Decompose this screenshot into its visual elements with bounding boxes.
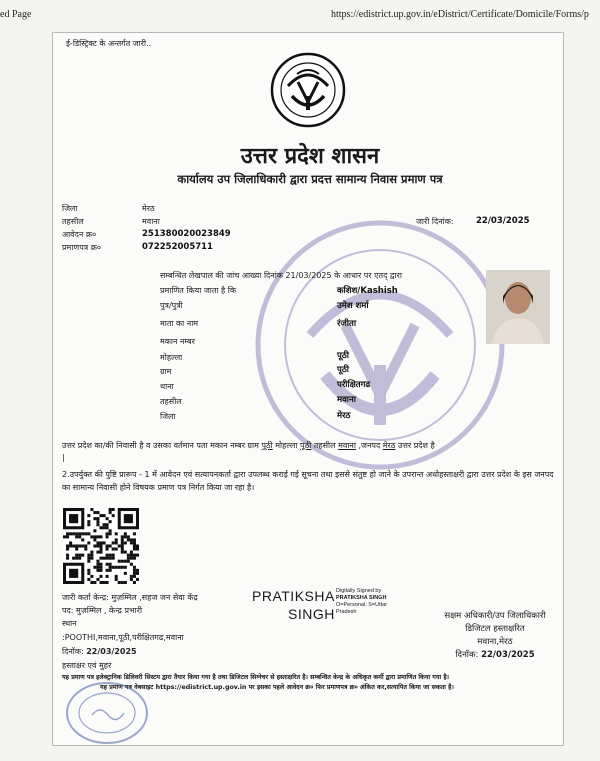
confirmation-paragraph: 2.उपर्युक्त की पुष्टि प्रारूप - 1 में आवेदन एवं सत्यापनकर्ता द्वारा उपलब्ध कराई गई सूचना तथा इससे संतुष्ट हो जाने के उपरान्त अधोहस्ताक्षरी द्वारा उत्तर प्रदेश के इस जनपद का सामान्य निवासी होने विषयक प्रमाण पत्र निर्गत किया जा रहा है।: [62, 470, 554, 492]
detail-value: मेरठ: [337, 411, 351, 421]
watermark-emblem-icon: [250, 215, 510, 475]
detail-label: माता का नाम: [160, 319, 199, 328]
signer-name-line1: PRATIKSHA: [252, 588, 335, 604]
tehsil-value: मवाना: [142, 217, 160, 226]
detail-label: थाना: [160, 382, 174, 391]
issuer-place: :POOTHI,मवाना,पूठी,परीक्षितगढ,मवाना: [62, 633, 184, 642]
tehsil-label: तहसील: [62, 217, 84, 226]
issuer-place-label: स्थान: [62, 619, 77, 628]
certificate-number-label: प्रमाणपत्र क्र०: [62, 243, 101, 252]
detail-label: जिला: [160, 412, 176, 421]
certificate-number: 072252005711: [142, 242, 213, 252]
residence-tehsil: मवाना: [338, 441, 356, 450]
authority-digital: डिजिटल हस्ताक्षरित: [465, 624, 525, 634]
detail-value: परीक्षितगढ: [337, 380, 371, 390]
detail-value: कशिश/Kashish: [337, 286, 398, 296]
detail-label: मोहल्ला: [160, 353, 183, 362]
up-emblem-icon: [270, 52, 346, 128]
authority-title: सक्षम अधिकारी/उप जिलाधिकारी: [444, 611, 546, 621]
detail-label: मकान नम्बर: [160, 337, 195, 346]
residence-mohalla: पूठी: [300, 441, 312, 450]
certificate-title: उत्तर प्रदेश शासन: [240, 144, 380, 169]
verification-qr-code[interactable]: [63, 508, 139, 584]
authority-date: दिनॉक: 22/03/2025: [455, 650, 535, 660]
residence-paragraph: उत्तर प्रदेश का/की निवासी है व उसका वर्तमान पता मकान नम्बर ग्राम पूठी मोहल्ला पूठी तहसील मवाना ,जनपद मेरठ उत्तर प्रदेश है |: [62, 441, 435, 462]
digital-signature-details: Digitally Signed by PRATIKSHA SINGH O=Personal, S=Uttar Pradesh: [336, 588, 388, 615]
detail-label: पुत्र/पुत्री: [160, 301, 183, 310]
detail-label: प्रमाणित किया जाता है कि: [160, 286, 237, 295]
top-note: ई-डिस्ट्रिक्ट के अन्तर्गत जारी..: [66, 39, 152, 48]
authority-location: मवाना,मेरठ: [477, 637, 513, 647]
application-number: 251380020023849: [142, 229, 231, 239]
footer-note-2: यह प्रमाण पत्र वेबसाइट https://edistrict.up.gov.in पर इसका पहले आवेदन क्र० फिर प्रमाणपत्र क्र० अंकित कर,सत्यापित किया जा सकता है।: [100, 684, 454, 691]
center-stamp-icon: [64, 680, 150, 746]
signer-name-line2: SINGH: [288, 606, 335, 622]
issuer-center: जारी कर्ता केन्द्र: मुज़म्मिल ,सहज जन सेवा केंद्र: [62, 593, 198, 602]
applicant-portrait-icon: [486, 270, 550, 344]
detail-value: मवाना: [337, 395, 356, 405]
intro-text: सम्बन्धित लेखपाल की जांच आख्या दिनांक 21/03/2025 के आधार पर एतद् द्वारा: [160, 271, 402, 280]
print-url: https://edistrict.up.gov.in/eDistrict/Certificate/Domicile/Forms/p: [331, 9, 589, 20]
detail-label: तहसील: [160, 397, 182, 406]
detail-value: उमेश शर्मा: [337, 301, 369, 311]
print-page-label: ed Page: [0, 9, 32, 20]
issuer-date: दिनॉक: 22/03/2025: [62, 647, 137, 656]
authority-block: [410, 610, 580, 662]
qr-code-icon: [63, 508, 139, 584]
application-label: आवेदन क्र०: [62, 230, 97, 239]
detail-value: रंजीता: [337, 319, 357, 329]
footer-note-1: यह प्रमाण पत्र इलेक्ट्रानिक डिलिवरी सिस्टम द्वारा तैयार किया गया है तथा डिजिटल सिग्नेचर से हस्ताक्षरित है। सम्बन्धित केन्द्र के अधिकृत कर्मी द्वारा प्रमाणित किया गया है।: [62, 674, 450, 681]
residence-district: मेरठ: [382, 441, 396, 450]
issuer-sign-seal: हस्ताक्षर एवं मुहर: [62, 661, 112, 670]
issue-date-label: जारी दिनांक:: [416, 217, 454, 226]
issue-date: 22/03/2025: [476, 216, 530, 226]
residence-village: पूठी: [261, 441, 273, 450]
detail-label: ग्राम: [160, 367, 172, 376]
certificate-subtitle: कार्यालय उप जिलाधिकारी द्वारा प्रदत्त सामान्य निवास प्रमाण पत्र: [177, 172, 443, 186]
district-value: मेरठ: [142, 204, 155, 213]
detail-value: पूठी: [337, 351, 349, 361]
district-label: जिला: [62, 204, 78, 213]
applicant-photo: [486, 270, 550, 344]
detail-value: पूठी: [337, 365, 349, 375]
issuer-designation: पद: मुज़म्मिल , केन्द्र प्रभारी: [62, 606, 143, 615]
